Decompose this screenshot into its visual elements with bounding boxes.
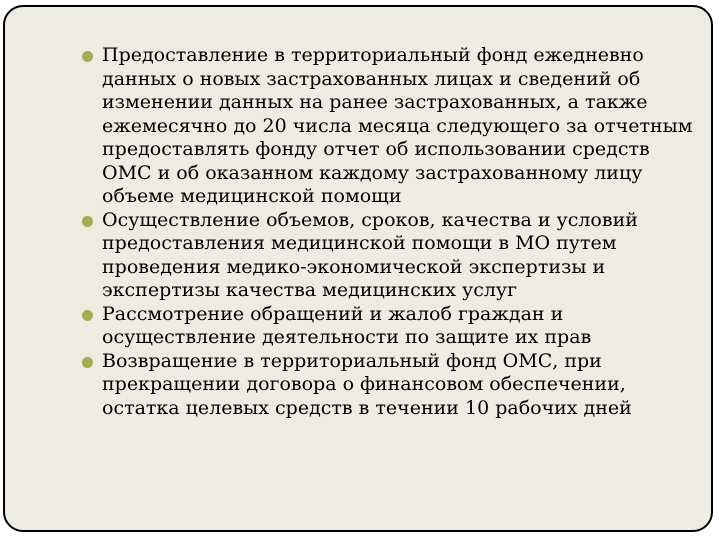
bullet-text: Рассмотрение обращений и жалоб граждан и осуществление деятельности по защите их прав	[102, 302, 592, 348]
bullet-item-3	[82, 303, 702, 350]
bullet-text: Предоставление в территориальный фонд ежедневно данных о новых застрахованных лицах и сведений об изменении данных на ранее застрахованных, а также ежемесячно до 20 числа месяца следующего за отчетным предоставлять фонду отчет об использовании средств ОМС и об оказанном каждому застрахованному лицу объеме медицинской помощи	[102, 44, 693, 207]
bullet-dot-icon	[82, 357, 93, 368]
bullet-dot-icon	[82, 216, 93, 227]
bullet-item-2	[82, 209, 702, 303]
bullet-text: Возвращение в территориальный фонд ОМС, при прекращении договора о финансовом обеспечении, остатка целевых средств в течении 10 рабочих дней	[102, 349, 632, 419]
bullet-item-1	[82, 44, 702, 209]
bullet-dot-icon	[82, 310, 93, 321]
bullet-item-4	[82, 350, 702, 421]
bullet-list	[82, 44, 702, 420]
bullet-dot-icon	[82, 51, 93, 62]
bullet-text: Осуществление объемов, сроков, качества и условий предоставления медицинской помощи в МО путем проведения медико-экономической экспертизы и экспертизы качества медицинских услуг	[102, 208, 638, 301]
